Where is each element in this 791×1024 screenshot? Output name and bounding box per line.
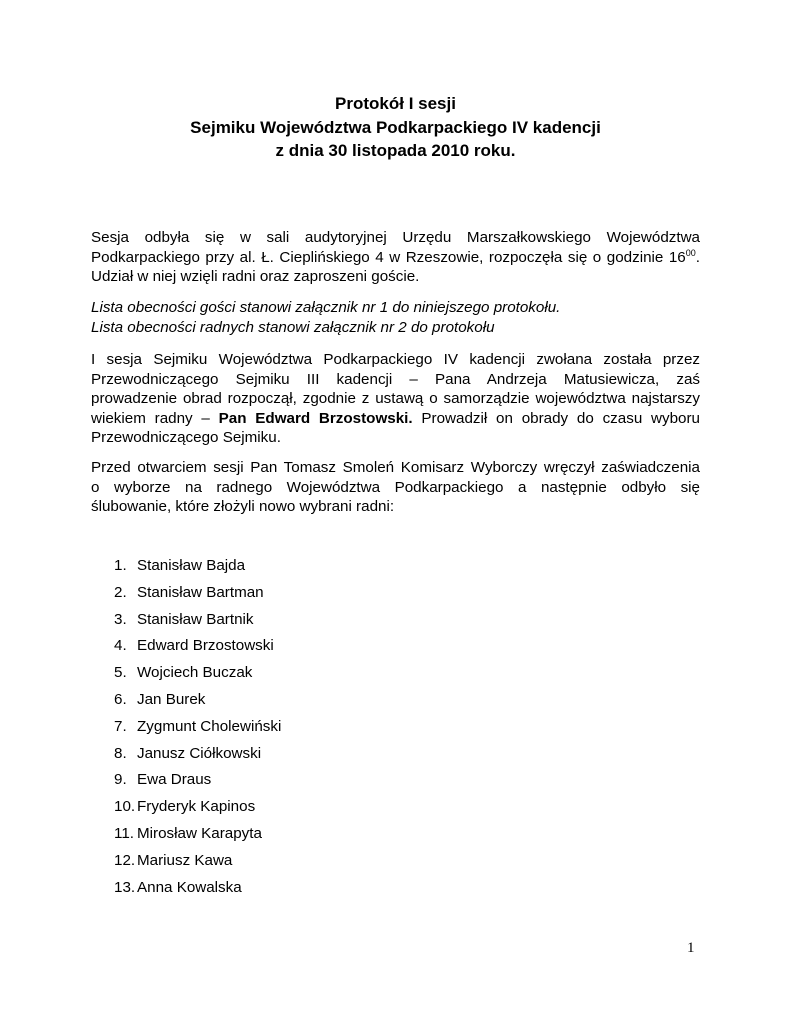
title-line-3: z dnia 30 listopada 2010 roku. — [275, 141, 516, 160]
paragraph-line — [91, 248, 700, 268]
list-item — [114, 610, 281, 637]
page-number: 1 — [687, 940, 695, 956]
list-item — [114, 690, 281, 717]
chairperson-name: Pan Edward Brzostowski. — [218, 409, 413, 427]
list-item-name: Anna Kowalska — [137, 878, 242, 896]
title-line-2: Sejmiku Województwa Podkarpackiego IV kadencji — [190, 118, 601, 137]
time-superscript: 00 — [685, 247, 696, 258]
list-item-name: Jan Burek — [137, 690, 206, 708]
paragraph-line: Przewodniczącego Sejmiku III kadencji – Pana Andrzeja Matusiewicza, zaś — [91, 370, 700, 388]
list-item-name: Janusz Ciółkowski — [137, 744, 262, 762]
list-item — [114, 824, 281, 851]
councillors-list — [114, 556, 281, 904]
attendance-note: Lista obecności radnych stanowi załącznik nr 2 do protokołu — [91, 318, 495, 336]
title-line-1: Protokół I sesji — [335, 94, 456, 113]
paragraph-line: I sesja Sejmiku Województwa Podkarpackiego IV kadencji zwołana została przez — [91, 351, 700, 368]
attendance-note: Lista obecności gości stanowi załącznik nr 1 do niniejszego protokołu. — [91, 299, 561, 316]
list-item-name: Mirosław Karapyta — [137, 824, 262, 842]
session-location-paragraph — [91, 228, 700, 287]
list-item-number: 3. — [114, 610, 127, 628]
list-item — [114, 717, 281, 744]
list-item-number: 11. — [114, 824, 134, 842]
paragraph-line: Udział w niej wzięli radni oraz zaproszeni goście. — [91, 268, 420, 285]
paragraph-text: Prowadził on obrady do czasu wyboru — [412, 409, 701, 427]
paragraph-text: wiekiem radny – — [91, 409, 219, 427]
list-item-number: 1. — [114, 557, 127, 574]
list-item-name: Wojciech Buczak — [137, 664, 253, 682]
list-item — [114, 851, 281, 878]
paragraph-line: prowadzenie obrad rozpoczął, zgodnie z ustawą o samorządzie województwa najstarszy — [91, 390, 700, 407]
list-item-name: Ewa Draus — [137, 771, 212, 789]
list-item-number: 9. — [114, 771, 127, 789]
list-item-name: Fryderyk Kapinos — [137, 798, 256, 816]
paragraph-text: . — [695, 248, 700, 266]
paragraph-line: Sesja odbyła się w sali audytoryjnej Urzędu Marszałkowskiego Województwa — [91, 229, 700, 246]
list-item — [114, 878, 281, 905]
paragraph-line: ślubowanie, które złożyli nowo wybrani radni: — [91, 498, 395, 515]
list-item-number: 4. — [114, 637, 127, 655]
paragraph-line — [91, 409, 700, 429]
list-item-number: 8. — [114, 744, 127, 762]
oath-paragraph — [91, 458, 700, 517]
list-item — [114, 797, 281, 824]
list-item — [114, 556, 281, 583]
list-item-name: Stanisław Bartnik — [137, 610, 254, 628]
list-item-number: 12. — [114, 851, 136, 869]
list-item — [114, 770, 281, 797]
list-item-number: 5. — [114, 664, 127, 682]
list-item — [114, 663, 281, 690]
paragraph-line: Przed otwarciem sesji Pan Tomasz Smoleń Komisarz Wyborczy wręczył zaświadczenia — [91, 459, 700, 476]
paragraph-line: Przewodniczącego Sejmiku. — [91, 429, 281, 446]
list-item-name: Mariusz Kawa — [137, 851, 233, 869]
list-item-name: Stanisław Bartman — [137, 583, 264, 601]
attendance-notes — [91, 298, 700, 337]
list-item-number: 7. — [114, 717, 127, 735]
list-item-name: Zygmunt Cholewiński — [137, 717, 282, 735]
list-item — [114, 636, 281, 663]
list-item — [114, 583, 281, 610]
paragraph-text: Podkarpackiego przy al. Ł. Cieplińskiego 4 w Rzeszowie, rozpoczęła się o godzinie 16 — [91, 248, 686, 266]
paragraph-line: o wyborze na radnego Województwa Podkarpackiego a następnie odbyło się — [91, 478, 700, 496]
list-item-number: 10. — [114, 798, 136, 816]
list-item-number: 2. — [114, 583, 127, 601]
list-item — [114, 744, 281, 771]
list-item-number: 13. — [114, 878, 136, 896]
session-convening-paragraph — [91, 350, 700, 448]
list-item-number: 6. — [114, 690, 127, 708]
list-item-name: Stanisław Bajda — [137, 557, 246, 574]
list-item-name: Edward Brzostowski — [137, 637, 274, 655]
